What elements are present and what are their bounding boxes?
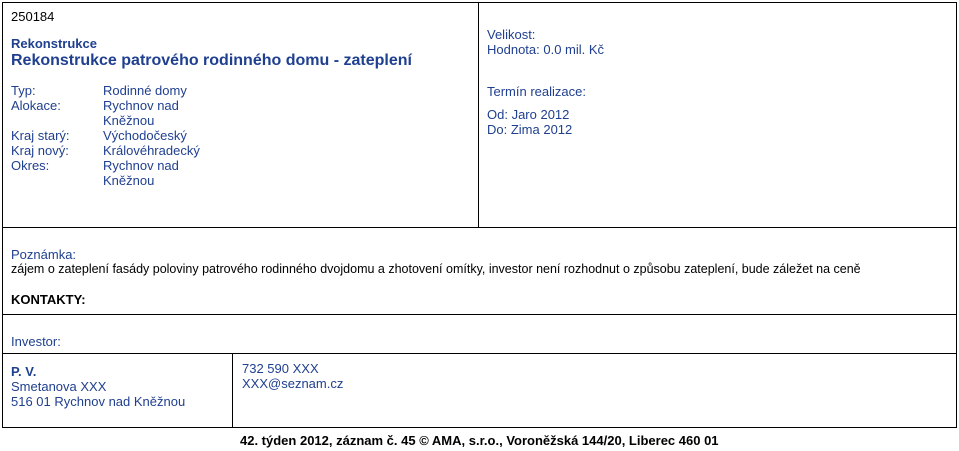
detail-label-allocation: Alokace: xyxy=(11,98,61,113)
note-text: zájem o zateplení fasády poloviny patrového rodinného dvojdomu a zhotovení omítky, investor není rozhodnut o způsobu zateplení, bude záležet na ceně xyxy=(11,262,861,276)
footer-text: 42. týden 2012, záznam č. 45 © AMA, s.r.o., Voroněžská 144/20, Liberec 460 01 xyxy=(240,433,719,448)
note-label: Poznámka: xyxy=(11,247,77,262)
schedule-from: Od: Jaro 2012 xyxy=(487,107,570,122)
detail-value-allocation-line2: Kněžnou xyxy=(103,113,155,128)
detail-value-district-line2: Kněžnou xyxy=(103,173,155,188)
investor-email: XXX@seznam.cz xyxy=(242,376,344,391)
investor-street: Smetanova XXX xyxy=(11,379,107,394)
investor-name: P. V. xyxy=(11,364,37,379)
detail-value-new-region: Královéhradecký xyxy=(103,143,200,158)
size-value: Hodnota: 0.0 mil. Kč xyxy=(487,42,605,57)
size-label: Velikost: xyxy=(487,27,536,42)
investor-label: Investor: xyxy=(11,334,61,349)
page-title: Rekonstrukce patrového rodinného domu - zateplení xyxy=(11,52,412,69)
detail-label-type: Typ: xyxy=(11,83,36,98)
detail-label-new-region: Kraj nový: xyxy=(11,143,69,158)
contacts-heading: KONTAKTY: xyxy=(11,292,86,307)
schedule-label: Termín realizace: xyxy=(487,84,586,99)
detail-value-type: Rodinné domy xyxy=(103,83,187,98)
detail-value-district: Rychnov nad xyxy=(103,158,179,173)
investor-box xyxy=(2,314,957,428)
investor-city: 516 01 Rychnov nad Kněžnou xyxy=(11,394,186,409)
investor-column-divider xyxy=(232,353,233,428)
investor-phone: 732 590 XXX xyxy=(242,361,319,376)
detail-value-allocation: Rychnov nad xyxy=(103,98,179,113)
record-id: 250184 xyxy=(11,9,55,24)
schedule-to: Do: Zima 2012 xyxy=(487,122,573,137)
detail-label-district: Okres: xyxy=(11,158,50,173)
detail-value-old-region: Východočeský xyxy=(103,128,187,143)
record-category: Rekonstrukce xyxy=(11,36,97,51)
investor-row-divider xyxy=(2,353,957,354)
header-column-divider xyxy=(478,2,479,228)
detail-label-old-region: Kraj starý: xyxy=(11,128,70,143)
